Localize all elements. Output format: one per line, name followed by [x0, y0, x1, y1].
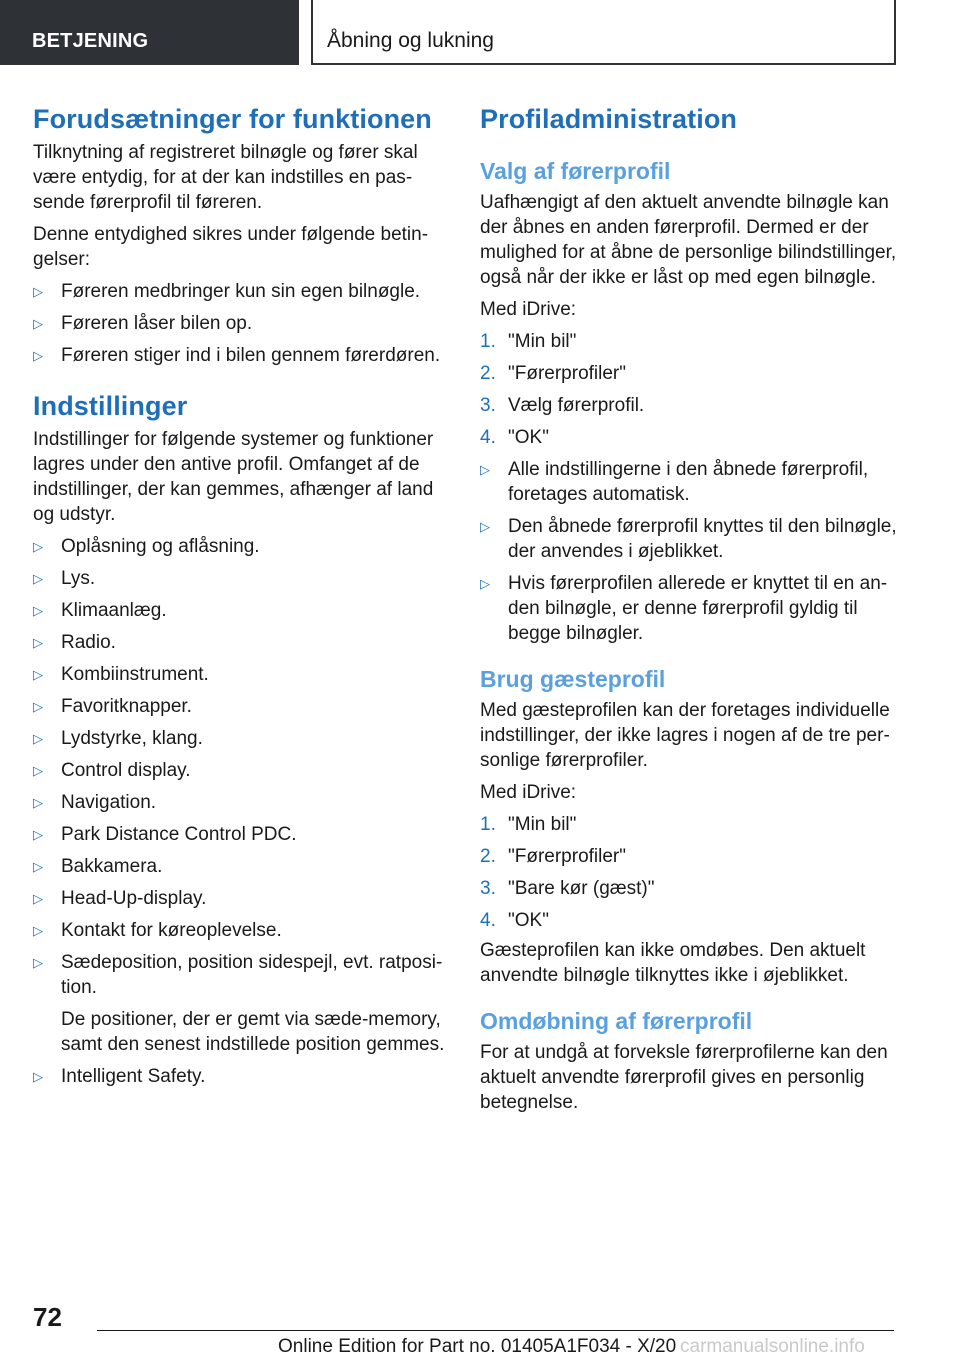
paragraph: Uafhængigt af den aktuelt anvendte bilnøgle kan der åbnes en anden førerprofil. Dermed er der mulighed for at åbne de personlige bilindstillinger, også når der ikke er låst op med egen bilnøgle.: [480, 192, 897, 288]
triangle-bullet-icon: ▷: [33, 891, 43, 906]
bullet-list: [33, 279, 448, 368]
triangle-bullet-icon: ▷: [33, 923, 43, 938]
triangle-bullet-icon: ▷: [480, 462, 490, 477]
chapter-label: Åbning og lukning: [327, 29, 494, 52]
triangle-bullet-icon: ▷: [33, 316, 43, 331]
heading-profile-admin: Profiladministration: [480, 104, 738, 134]
list-item: ▷ Favoritknapper.: [33, 696, 192, 717]
triangle-bullet-icon: ▷: [33, 827, 43, 842]
paragraph: Tilknytning af registreret bilnøgle og fører skal være entydig, for at der kan indstilles en passende førerprofil til føreren.: [33, 142, 418, 213]
list-item: ▷ Føreren medbringer kun sin egen bilnøgle.: [33, 281, 421, 302]
heading-prerequisites: Forudsætninger for funktionen: [33, 104, 432, 134]
edition-text: Online Edition for Part no. 01405A1F034 - X/20: [278, 1336, 677, 1357]
list-step: 3. Vælg førerprofil.: [480, 395, 645, 416]
page-number: 72: [33, 1302, 62, 1332]
triangle-bullet-icon: ▷: [480, 519, 490, 534]
paragraph: Med gæsteprofilen kan der foretages individuelle indstillinger, der ikke lagres i nogen af de tre personlige førerprofiler.: [480, 700, 890, 771]
triangle-bullet-icon: ▷: [480, 576, 490, 591]
list-item: ▷ Navigation.: [33, 792, 157, 813]
list-step: 4. "OK": [480, 427, 549, 448]
list-step: 1. "Min bil": [480, 814, 577, 835]
list-item: ▷ Kontakt for køreoplevelse.: [33, 920, 282, 941]
triangle-bullet-icon: ▷: [33, 667, 43, 682]
chapter-tab: [311, 0, 896, 65]
list-step: 3. "Bare kør (gæst)": [480, 878, 655, 899]
list-item: ▷ Head-Up-display.: [33, 888, 207, 909]
list-item: ▷ Føreren låser bilen op.: [33, 313, 253, 334]
list-step: 2. "Førerprofiler": [480, 846, 626, 867]
numbered-list: [480, 812, 900, 933]
triangle-bullet-icon: ▷: [33, 635, 43, 650]
triangle-bullet-icon: ▷: [33, 955, 43, 970]
triangle-bullet-icon: ▷: [33, 731, 43, 746]
list-item: ▷ Lys.: [33, 568, 96, 589]
left-column: [33, 100, 448, 1089]
list-item: ▷ Oplåsning og aflåsning.: [33, 536, 260, 557]
list-item: ▷ Bakkamera.: [33, 856, 163, 877]
triangle-bullet-icon: ▷: [33, 348, 43, 363]
triangle-bullet-icon: ▷: [33, 795, 43, 810]
heading-rename-profile: Omdøbning af førerprofil: [480, 1008, 753, 1034]
list-item: ▷ Intelligent Safety.: [33, 1066, 206, 1087]
paragraph: Denne entydighed sikres under følgende betingelser:: [33, 224, 429, 270]
heading-guest-profile: Brug gæsteprofil: [480, 666, 666, 692]
triangle-bullet-icon: ▷: [33, 571, 43, 586]
footer-rule: [97, 1330, 894, 1331]
triangle-bullet-icon: ▷: [33, 603, 43, 618]
triangle-bullet-icon: ▷: [33, 284, 43, 299]
list-step: 4. "OK": [480, 910, 549, 931]
paragraph: For at undgå at forveksle førerprofilerne kan den aktuelt anvendte førerprofil gives en personlig betegnelse.: [480, 1042, 888, 1113]
watermark: carmanualsonline.info: [680, 1336, 865, 1357]
paragraph: Gæsteprofilen kan ikke omdøbes. Den aktuelt anvendte bilnøgle tilknyttes ikke i øjeblikket.: [480, 940, 866, 986]
heading-settings: Indstillinger: [33, 391, 188, 421]
list-item: ▷ Lydstyrke, klang.: [33, 728, 203, 749]
paragraph: Med iDrive:: [480, 299, 577, 320]
bullet-list: [33, 534, 448, 1089]
paragraph: Med iDrive:: [480, 782, 577, 803]
right-column: [480, 100, 900, 1115]
list-item: ▷ Control display.: [33, 760, 191, 781]
list-item: ▷ Klimaanlæg.: [33, 600, 167, 621]
list-item: ▷ Park Distance Control PDC.: [33, 824, 297, 845]
triangle-bullet-icon: ▷: [33, 699, 43, 714]
list-item: ▷ Radio.: [33, 632, 116, 653]
list-item: ▷ Føreren stiger ind i bilen gennem førerdøren.: [33, 345, 441, 366]
list-item: ▷ Sædeposition, position sidespejl, evt. ratposition. De positioner, der er gemt via sæde-memory, samt den senest indstillede position gemmes.: [33, 950, 448, 1057]
triangle-bullet-icon: ▷: [33, 763, 43, 778]
list-step: 1. "Min bil": [480, 331, 577, 352]
triangle-bullet-icon: ▷: [33, 859, 43, 874]
heading-select-profile: Valg af førerprofil: [480, 158, 671, 184]
list-item: ▷ Kombiinstrument.: [33, 664, 209, 685]
list-item-note: De positioner, der er gemt via sæde-memory, samt den senest indstillede position gemmes.: [61, 1009, 445, 1055]
section-tab: [0, 0, 299, 65]
list-item: ▷ Hvis førerprofilen allerede er knyttet til en anden bilnøgle, er denne førerprofil gyldig til begge bilnøgler.: [480, 573, 888, 644]
section-label: BETJENING: [32, 30, 149, 52]
triangle-bullet-icon: ▷: [33, 539, 43, 554]
list-item: ▷ Alle indstillingerne i den åbnede førerprofil, foretages automatisk.: [480, 459, 869, 505]
list-step: 2. "Førerprofiler": [480, 363, 626, 384]
paragraph: Indstillinger for følgende systemer og funktioner lagres under den antive profil. Omfanget af de indstillinger, der kan gemmes, afhænger af land og udstyr.: [33, 429, 434, 525]
numbered-list: [480, 329, 900, 450]
bullet-list: [480, 457, 900, 646]
list-item: ▷ Den åbnede førerprofil knyttes til den bilnøgle, der anvendes i øjeblikket.: [480, 516, 897, 562]
triangle-bullet-icon: ▷: [33, 1069, 43, 1084]
